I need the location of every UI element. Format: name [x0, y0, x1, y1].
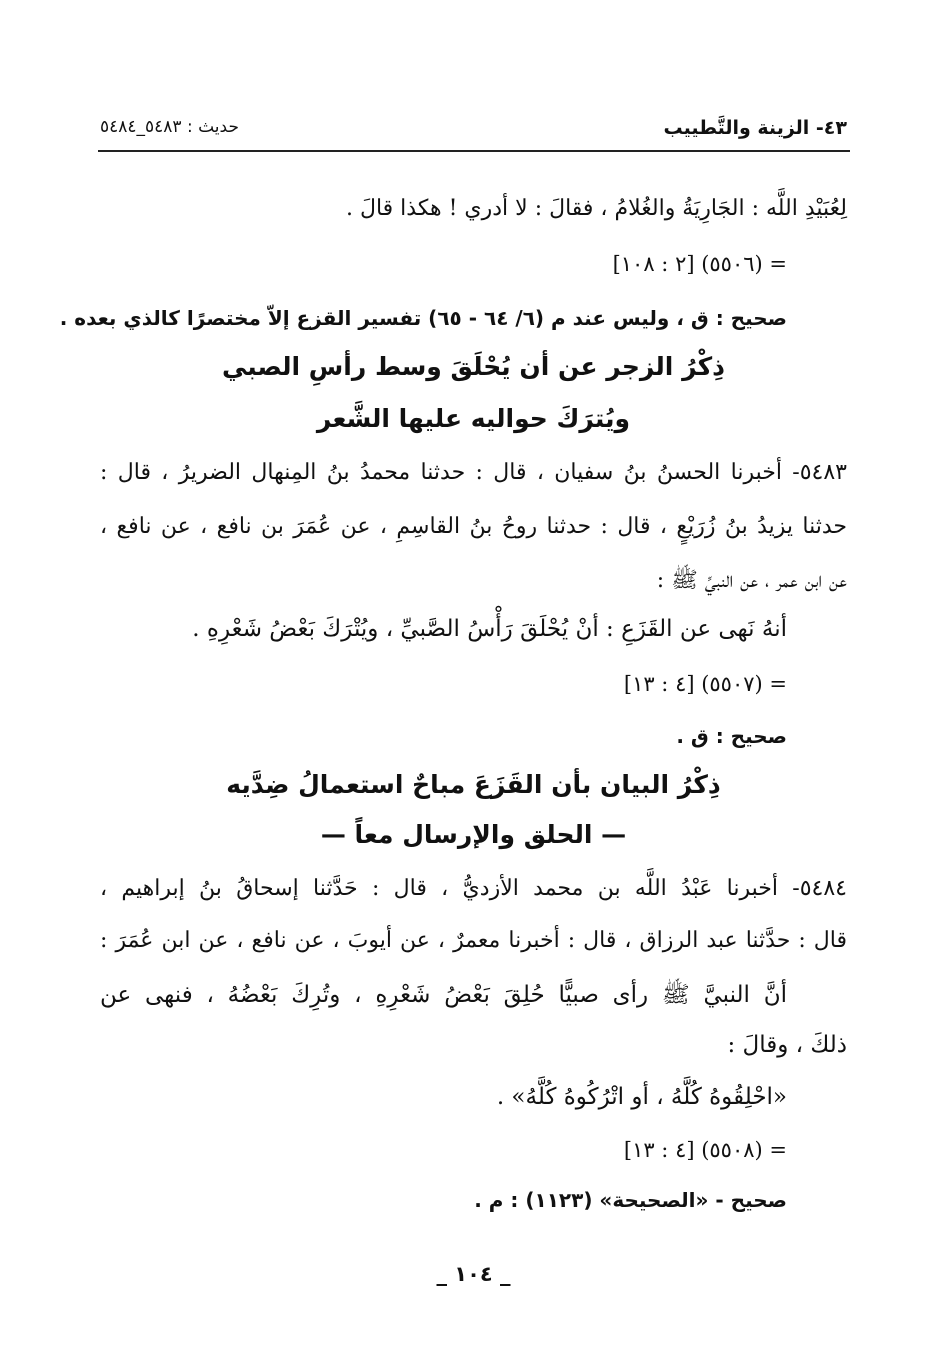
- text-line: لِعُبَيْدِ اللَّه : الجَارِيَةُ والغُلامُ ، فقالَ : لا أدري ! هكذا قالَ .: [345, 196, 847, 221]
- hadith-5483-isnad: حدثنا يزيدُ بنُ زُرَيْعٍ ، قال : حدثنا روحُ بنُ القاسِمِ ، عن عُمَرَ بن نافع ، عن نافع ،: [100, 514, 847, 539]
- section-heading: ذِكْرُ البيان بأن القَزَعَ مباحٌ استعمالُ ضِدَّيه: [226, 770, 721, 799]
- grade-line: صحيح : ق .: [676, 724, 787, 748]
- page-number: _ ١٠٤ _: [436, 1262, 511, 1286]
- header-divider: [98, 150, 850, 152]
- grade-line: صحيح - «الصحيحة» (١١٢٣) : م .: [474, 1188, 787, 1212]
- reference-line: = (٥٥٠٨) [٤ : ١٣]: [623, 1138, 787, 1162]
- chapter-title: ٤٣- الزينة والتَّطييب: [663, 117, 847, 139]
- section-heading-continued: ويُترَكَ حواليه عليها الشَّعر: [316, 404, 631, 433]
- hadith-5483-isnad: عن ابن عمر ، عن النبيِّ ﷺ :: [656, 568, 847, 593]
- grade-line: صحيح : ق ، وليس عند م (٦/ ٦٤ - ٦٥) تفسير القزع إلاّ مختصرًا كالذي بعده .: [59, 306, 787, 330]
- hadith-5483-matn: أنهُ نَهى عن القَزَعِ : أنْ يُحْلَقَ رَأْسُ الصَّبيِّ ، ويُتْرَكَ بَعْضُ شَعْرِهِ .: [192, 616, 787, 642]
- hadith-5484-matn: ذلكَ ، وقالَ :: [727, 1032, 847, 1058]
- reference-line: = (٥٥٠٧) [٤ : ١٣]: [623, 672, 787, 696]
- hadith-5483-isnad: ٥٤٨٣- أخبرنا الحسنُ بنُ سفيان ، قال : حدثنا محمدُ بنُ المِنهال الضريرُ ، قال :: [100, 460, 847, 485]
- prophetic-quote: «احْلِقُوهُ كُلَّهُ ، أو اتْرُكُوهُ كُلَّهُ» .: [496, 1084, 787, 1110]
- section-heading: ذِكْرُ الزجر عن أن يُحْلَقَ وسط رأسِ الصبي: [222, 352, 725, 381]
- hadith-range: حديث : ٥٤٨٣_٥٤٨٤: [100, 117, 239, 137]
- hadith-5484-isnad: قال : حدَّثنا عبد الرزاق ، قال : أخبرنا معمرٌ ، عن أيوبَ ، عن نافع ، عن ابن عُمَرَ :: [100, 928, 847, 953]
- section-heading-continued: — الحلق والإرسال معاً —: [320, 820, 627, 849]
- hadith-5484-isnad: ٥٤٨٤- أخبرنا عَبْدُ اللَّه بن محمد الأزديُّ ، قال : حَدَّثنا إسحاقُ بنُ إبراهيم ،: [100, 876, 847, 901]
- hadith-5484-matn: أنَّ النبيَّ ﷺ رأى صبيًّا حُلِقَ بَعْضُ شَعْرِهِ ، وتُرِكَ بَعْضُهُ ، فنهى عن: [100, 982, 787, 1008]
- reference-line: = (٥٥٠٦) [٢ : ١٠٨]: [612, 252, 787, 276]
